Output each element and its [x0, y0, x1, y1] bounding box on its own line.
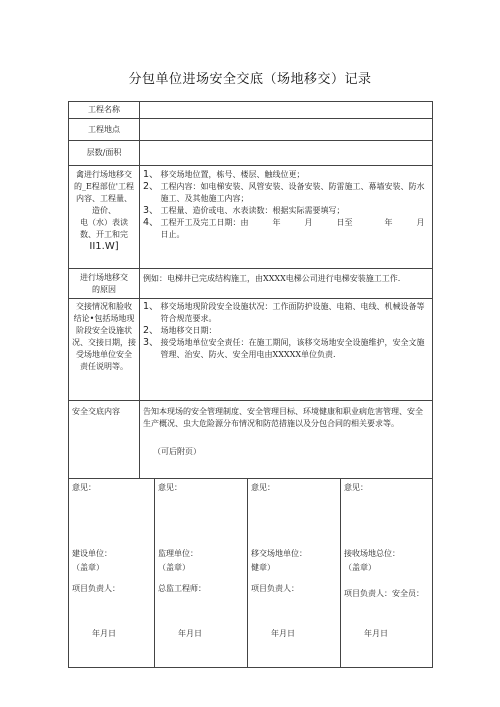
item-number: 3、: [143, 337, 159, 348]
signature-block-receiver[interactable]: [341, 479, 433, 668]
person-label: 项目负责人：: [72, 584, 120, 593]
handover-label-line: 电（水）表读: [80, 218, 128, 227]
person-label: 项目负责人：安全员：: [344, 589, 424, 598]
seal-label: （盖章）: [158, 563, 190, 572]
row-safety-briefing: [69, 401, 433, 479]
floors-area-label: 层数/面积: [69, 141, 140, 166]
safety-briefing-value: [140, 401, 433, 479]
date-label: 年月日: [178, 629, 202, 638]
safety-label-line: 结论•包括场地现: [73, 314, 135, 323]
item-text: 工程内容：如电梯安装、风管安装、设备安装、防雷施工、幕墙安装、防水施工、及其他施工内容；: [160, 182, 425, 203]
handover-item: [143, 217, 429, 241]
safety-item: [143, 337, 429, 361]
safety-status-value: [140, 299, 433, 401]
seal-label: 健章）: [251, 563, 275, 572]
handover-item: [143, 169, 429, 181]
person-label: 项目负责人：: [251, 584, 299, 593]
safety-status-label: [69, 299, 140, 401]
handover-item: [143, 181, 429, 205]
row-floors-area: [69, 141, 433, 166]
project-name-label: 工程名称: [69, 102, 140, 119]
seal-label: （盖章）: [344, 563, 376, 572]
row-signatures: [69, 479, 433, 668]
opinion-label: 意见：: [251, 483, 275, 492]
item-number: 1、: [143, 301, 159, 312]
handover-label-line: 数、开工和完: [80, 230, 128, 239]
safety-label-line: 况、交接日期，接: [72, 338, 136, 347]
floors-area-value[interactable]: [140, 141, 433, 166]
briefing-text: 告知本现场的安全管理制度、安全管理目标、环境健康和职业病危害管理、安全生产概况、虫大危险源分布情况和防范措施以及分包合同的相关要求等。: [143, 407, 423, 428]
safety-label-line: 阶段安全设施状: [76, 326, 132, 335]
row-project-name: [69, 102, 433, 119]
item-text: 场地移交日期：: [160, 326, 217, 335]
safety-item: [143, 301, 429, 325]
signature-block-owner[interactable]: [69, 479, 155, 668]
item-number: 3、: [143, 205, 159, 216]
safety-briefing-label: 安全交底内容: [69, 401, 140, 479]
reason-label-line: 的原因: [92, 285, 116, 294]
date-label: 年月日: [92, 629, 116, 638]
handover-item: [143, 205, 429, 217]
date-label: 年月日: [364, 629, 388, 638]
safety-label-line: 责任说明等。: [80, 362, 128, 371]
safety-label-line: 交接情况和脸收: [76, 302, 132, 311]
item-text: 工程开工及完工日期：由 年 月 日至 年 月日止。: [160, 218, 425, 239]
handover-record-table: [68, 101, 433, 668]
item-number: 4、: [143, 217, 159, 228]
document-title: 分包单位进场安全交底（场地移交）记录: [128, 72, 372, 87]
item-text: 接受场地单位安全责任：在施工期间，该移交场地安全设施维护，安全文施管理、治安、防火、安全用电由XXXXX单位负责.: [160, 338, 425, 359]
unit-label: 监理单位：: [158, 549, 198, 558]
seal-label: （盖章）: [72, 563, 104, 572]
project-site-value[interactable]: [140, 119, 433, 141]
unit-label: 建设单位：: [72, 549, 112, 558]
reason-label-line: 进行场地移交: [80, 273, 128, 282]
handover-label-line: 造价、: [92, 206, 116, 215]
item-text: 工程量、造价或电、水表读数：根据实际需要填写；: [160, 206, 345, 215]
project-name-value[interactable]: [140, 102, 433, 119]
item-text: 移交场地现阶段安全设施状况：工作面防护设施、电箱、电线、机械设备等符合规范要求。: [160, 302, 425, 323]
item-number: 1、: [143, 169, 159, 180]
row-safety-status: [69, 299, 433, 401]
item-number: 2、: [143, 325, 159, 336]
handover-label-line: 内容、工程量、: [76, 194, 132, 203]
briefing-note: （可后附页）: [153, 447, 201, 456]
safety-item: [143, 325, 429, 337]
row-project-site: [69, 119, 433, 141]
unit-label: 接收场地总位：: [344, 549, 400, 558]
opinion-label: 意见：: [158, 483, 182, 492]
handover-label-line: 禽进行场地移交: [76, 170, 132, 179]
date-label: 年月日: [271, 629, 295, 638]
signature-block-supervisor[interactable]: [155, 479, 248, 668]
item-text: 移交场地位置，栋号、楼层、触线位更；: [160, 170, 305, 179]
handover-reason-value: 例如：电梯井已完成结构施工，由XXXX电梯公司进行电梯安装施工工作.: [140, 269, 433, 299]
item-number: 2、: [143, 181, 159, 192]
opinion-label: 意见：: [344, 483, 368, 492]
row-handover-scope: [69, 166, 433, 269]
signature-block-transferor[interactable]: [248, 479, 341, 668]
row-handover-reason: [69, 269, 433, 299]
person-label: 总监工程师：: [158, 584, 206, 593]
opinion-label: 意见：: [72, 483, 96, 492]
safety-label-line: 受场地单位安全: [76, 350, 132, 359]
project-site-label: 工程地点: [69, 119, 140, 141]
handover-reason-label: [69, 269, 140, 299]
handover-label-line: 的_E程部位'工程: [73, 182, 135, 191]
handover-scope-label: [69, 166, 140, 269]
handover-scope-value: [140, 166, 433, 269]
unit-label: 移交场地单位：: [251, 549, 307, 558]
handover-label-line: II1.W]: [89, 241, 119, 252]
